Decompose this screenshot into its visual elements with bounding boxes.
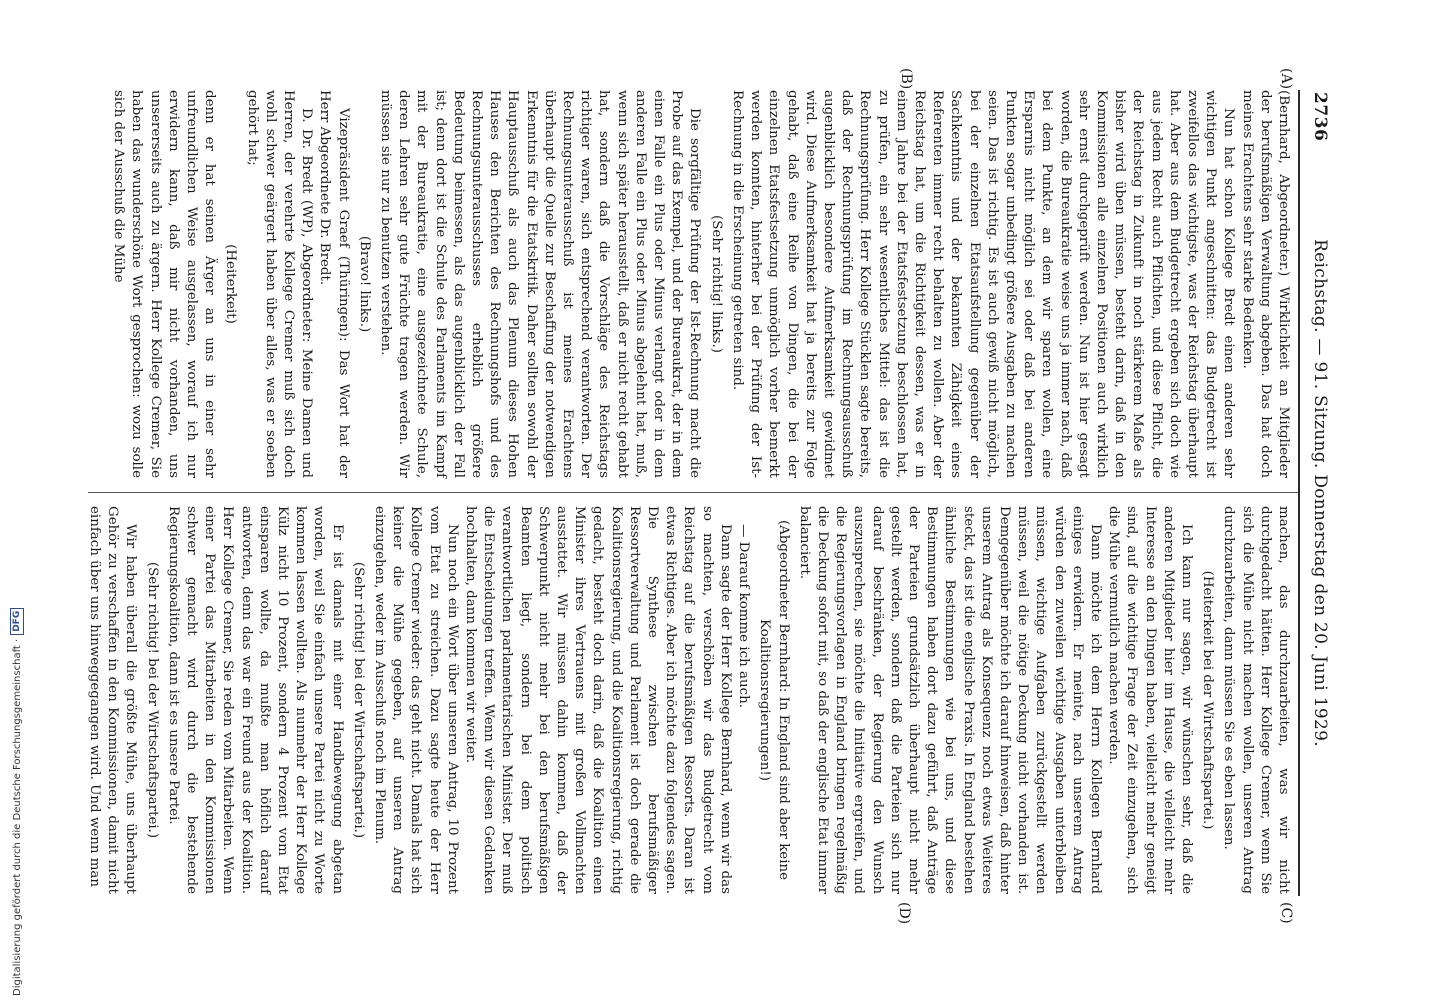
- paragraph: machen, das durchzuarbeiten, was wir nicht durchgedacht hätten. Herr Kollege Cremer, wenn Sie sich die Mühe nicht machen wollen, unseren Antrag durchzuarbeiten, dann müssen Sie es eben lassen.: [1221, 506, 1291, 894]
- paragraph: Nun hat schon Kollege Bredt einen anderen sehr wichtigen Punkt angeschnitten: das Budgetrecht ist zweifellos das wichtigste, was der Reichstag überhaupt hat. Aber aus dem Budgetrecht ergeben sich doch wie aus jedem Recht auch Pflichten, und diese Pflicht, die der Reichstag in Zukunft in noch stärkerem Maße als bisher wird üben müssen, besteht darin, daß in den Kommissionen alle einzelnen Positionen auch wirklich sehr ernst durchgeprüft werden. Nun ist hier gesagt worden, die Bureaukratie weise uns ja immer nach, daß bei dem Punkte, an dem wir sparen wollen, eine Ersparnis nicht möglich sei oder daß bei anderen Punkten sogar unbedingt größere Ausgaben zu machen seien. Das ist richtig. Es ist auch gewiß nicht möglich, bei der einzelnen Etatsaufstellung gegenüber der Sachkenntnis und der bekannten Zähigkeit eines Referenten immer recht behalten zu wollen. Aber der Reichstag hat, um die Richtigkeit dessen, was er in einem Jahre bei der Etatsfestsetzung beschlossen hat, zu prüfen, ein sehr wesentliches Mittel: das ist die Rechnungsprüfung. Herr Kollege Stücklen sagte bereits, daß der Rechnungsprüfung im Rechnungsausschuß augenblicklich besondere Aufmerksamkeit gewidmet wird. Diese Aufmerksamkeit hat ja bereits zur Folge gehabt, daß eine Reihe von Dingen, die bei der einzelnen Etatsfestsetzung unmöglich vorher bemerkt werden konnten, hinterher bei der Prüfung der Ist-Rechnung in die Erscheinung getreten sind.: [729, 90, 1237, 478]
- margin-mark-d: (D): [896, 902, 912, 925]
- left-column: [92, 90, 1292, 478]
- interjection: (Abgeordneter Bernhard: In England sind aber keine Koalitionsregierungen!): [757, 519, 791, 881]
- interjection: (Sehr richtig! links.): [708, 215, 724, 353]
- running-head: Reichstag. — 91. Sitzung. Donnerstag den 20. Juni 1929.: [1310, 239, 1330, 747]
- interjection: (Sehr richtig! bei der Wirtschaftspartei.): [144, 561, 160, 839]
- paragraph: Dann möchte ich dem Herrn Kollegen Bernhard einiges erwidern. Er meinte, nach unserem Antrag würden den zuweilen wichtige Ausgaben unterbleiben müssen, wichtige Aufgaben zurückgestellt werden müssen, weil die nötige Deckung nicht vorhanden ist. Demgegenüber möchte ich darauf hinweisen, daß hinter unserem Antrag als Konsequenz noch etwas Weiteres steckt, das ist die englische Praxis. In England bestehen ähnliche Bestimmungen wie bei uns, und diese Bestimmungen haben dort dazu geführt, daß Anträge der Parteien grundsätzlich überhaupt nicht mehr gestellt werden, sondern daß die Parteien sich nur darauf beschränken, der Regierung den Wunsch auszusprechen, sie möchte die Initiative ergreifen, und die Regierungsvorlagen in England bringen regelmäßig die Deckung sofort mit, so daß der englische Etat immer balanciert.: [796, 506, 1103, 894]
- interjection: (Sehr richtig! bei der Wirtschaftspartei.): [350, 561, 366, 839]
- paragraph: Vizepräsident Graef (Thüringen): Das Wort hat der Herr Abgeordnete Dr. Bredt.: [317, 90, 351, 478]
- paragraph: Die sorgfältige Prüfung der Ist-Rechnung macht die Probe auf das Exempel, und der Bureaukrat, der in dem einen Falle ein Plus oder Minus verlangt oder in dem anderen Falle ein Plus oder Minus abgelehnt hat, muß, wenn sich später herausstellt, daß er nicht recht gehabt hat, sondern daß die Vorschläge des Reichstags richtiger waren, sich entsprechend verantworten. Der Rechnungsunterausschuß ist meines Erachtens überhaupt die Quelle zur Beschaffung der notwendigen Erkenntnis für die Etatskritik. Daher sollten sowohl der Hauptausschuß als auch das Plenum dieses Hohen Hauses den Berichten des Rechnungshofs und des Rechnungsunterausschusses erheblich größere Bedeutung beimessen, als das augenblicklich der Fall ist; denn dort ist die Schule des Parlaments im Kampf mit der Bureaukratie, eine ausgezeichnete Schule, deren Lehren sehr gute Früchte tragen werden. Wir müssen sie nur zu benutzen verstehen.: [378, 90, 703, 478]
- interjection: (Bravo! links.): [356, 235, 372, 333]
- paragraph: Dann sagte der Herr Kollege Bernhard, wenn wir das so machten, verschöben wir das Budgetrecht vom Reichstag auf die berufsmäßigen Ressorts. Daran ist etwas Richtiges. Aber ich möchte dazu folgendes sagen. Die Synthese zwischen berufsmäßiger Ressortverwaltung und Parlament ist doch gerade die Koalitionsregierung, und die Koalitionsregierung, richtig gedacht, besteht doch darin, daß die Koalition einen Minister ihres Vertrauens mit großen Vollmachten ausstattet. Wir müssen dahin kommen, daß der Schwerpunkt nicht mehr bei den berufsmäßigen Beamten liegt, sondern bei dem politisch verantwortlichen parlamentarischen Minister. Der muß die Entscheidungen treffen. Wenn wir diesen Gedanken hochhalten, dann kommen wir weiter.: [463, 506, 733, 894]
- margin-mark-b: (B): [898, 68, 914, 90]
- paragraph: Nun noch ein Wort über unseren Antrag, 10 Prozent vom Etat zu streichen. Dazu sagte heute der Herr Kollege Cremer wieder: das geht nicht. Damals hat sich keiner die Mühe gegeben, auf unseren Antrag einzugehen, weder im Ausschuß noch im Plenum.: [372, 506, 460, 894]
- paragraph: Ich kann nur sagen, wir wünschen sehr, daß die anderen Mitglieder hier im Hause, die vielleicht mehr Interesse an den Dingen haben, vielleicht mehr geneigt sind, auf die wichtige Frage der Zeit einzugehen, sich die Mühe vermutlich machen werden.: [1106, 506, 1194, 894]
- paragraph: (Bernhard, Abgeordneter.) Wirklichkeit an Mitglieder der berufsmäßigen Verwaltung abgeben. Das hat doch meines Erachtens sehr starke Bedenken.: [1239, 90, 1291, 478]
- right-column: [87, 506, 1292, 894]
- paragraph: Wir haben überall die größte Mühe, uns überhaupt Gehör zu verschaffen in den Kommissionen, damit nicht einfach über uns hinweggegangen wird. Und wenn man: [87, 506, 139, 894]
- digitization-watermark: [8, 0, 26, 996]
- column-divider: [88, 492, 1298, 493]
- interjection: (Heiterkeit): [223, 244, 239, 324]
- header-rule: [1298, 90, 1300, 896]
- margin-mark-c: (C): [1278, 902, 1294, 924]
- page-number: 2736: [1310, 92, 1330, 142]
- paragraph: Er ist damals mit einer Handbewegung abgetan worden, weil Sie einfach unsere Partei nicht zu Worte kommen lassen wollten. Als nunmehr der Herr Kollege Külz nicht 10 Prozent, sondern 4 Prozent vom Etat einsparen wollte, da mußte man höflich darauf antworten, denn das war ein Freund aus der Koalition. Herr Kollege Cremer, Sie reden vom Mitarbeiten. Wenn einer Partei das Mitarbeiten in den Kommissionen schwer gemacht wird durch die bestehende Regierungskoalition, dann ist es unsere Partei.: [165, 506, 345, 894]
- paragraph: denn er hat seinen Ärger an uns in einer sehr unfreundlichen Weise ausgelassen, worauf ich nur erwidern kann, daß mir nicht vorhanden, uns unsererseits auch zu ärgern. Herr Kollege Cremer, Sie haben das wunderschöne Wort gesprochen: wozu solle sich der Ausschuß die Mühe: [111, 90, 218, 478]
- paragraph: — Darauf komme ich auch.: [736, 524, 752, 708]
- dfg-logo: DFG: [10, 608, 24, 635]
- page-header: [1298, 90, 1338, 896]
- page-sheet: [87, 68, 1338, 925]
- margin-mark-a: (A): [1278, 68, 1294, 90]
- watermark-text: Digitalisierung gefördert durch die Deutsche Forschungsgemeinschaft ·: [11, 638, 23, 996]
- interjection: (Heiterkeit bei der Wirtschaftspartei.): [1200, 570, 1216, 830]
- paragraph: D. Dr. Bredt (WP), Abgeordneter: Meine Damen und Herren, der verehrte Kollege Cremer muß sich doch wohl schwer geärgert haben über alles, was er soeben gehört hat;: [244, 90, 315, 478]
